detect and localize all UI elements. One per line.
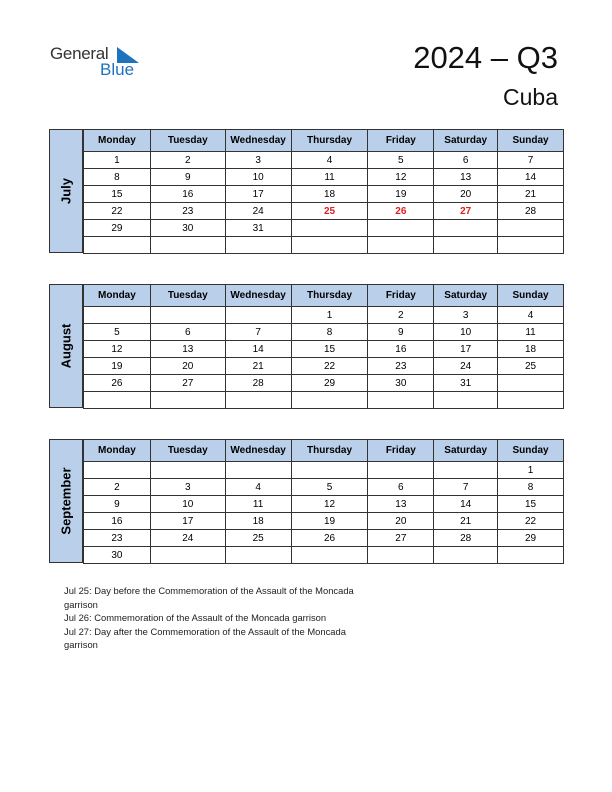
day-cell <box>150 307 225 324</box>
day-cell: 27 <box>434 203 498 220</box>
day-header: Monday <box>84 440 151 462</box>
day-cell: 19 <box>368 186 434 203</box>
day-cell <box>368 462 434 479</box>
day-cell: 21 <box>498 186 564 203</box>
month-label <box>49 284 83 408</box>
day-cell: 7 <box>225 324 291 341</box>
day-cell: 17 <box>150 513 225 530</box>
month-label <box>49 129 83 253</box>
week-row <box>84 341 564 358</box>
day-cell <box>498 375 564 392</box>
day-cell <box>498 220 564 237</box>
day-cell: 10 <box>150 496 225 513</box>
day-cell <box>225 307 291 324</box>
day-cell: 30 <box>84 547 151 564</box>
day-cell: 25 <box>498 358 564 375</box>
day-header: Wednesday <box>225 285 291 307</box>
day-cell <box>150 462 225 479</box>
day-cell: 10 <box>434 324 498 341</box>
day-cell: 21 <box>225 358 291 375</box>
month-name: July <box>58 177 74 205</box>
month-table <box>83 284 564 409</box>
day-cell: 23 <box>368 358 434 375</box>
day-cell: 23 <box>84 530 151 547</box>
week-row <box>84 358 564 375</box>
day-header: Monday <box>84 285 151 307</box>
day-header: Tuesday <box>150 130 225 152</box>
day-cell <box>434 220 498 237</box>
day-cell: 30 <box>368 375 434 392</box>
month-label <box>49 439 83 563</box>
day-cell: 18 <box>291 186 368 203</box>
day-cell <box>150 237 225 254</box>
holiday-note: Jul 27: Day after the Commemoration of the Assault of the Moncada garrison <box>64 625 346 651</box>
week-row <box>84 530 564 547</box>
day-header: Thursday <box>291 130 368 152</box>
day-cell: 31 <box>434 375 498 392</box>
day-cell: 21 <box>434 513 498 530</box>
day-cell: 27 <box>368 530 434 547</box>
day-cell <box>434 462 498 479</box>
day-cell: 12 <box>84 341 151 358</box>
day-cell: 30 <box>150 220 225 237</box>
day-cell: 4 <box>225 479 291 496</box>
month-table <box>83 129 564 254</box>
day-cell: 6 <box>368 479 434 496</box>
day-cell: 23 <box>150 203 225 220</box>
day-header: Friday <box>368 440 434 462</box>
week-row <box>84 237 564 254</box>
day-header: Tuesday <box>150 285 225 307</box>
day-cell <box>434 392 498 409</box>
week-row <box>84 307 564 324</box>
day-header: Saturday <box>434 440 498 462</box>
day-cell: 1 <box>84 152 151 169</box>
day-header: Thursday <box>291 285 368 307</box>
day-cell: 22 <box>498 513 564 530</box>
day-cell <box>225 547 291 564</box>
day-cell: 14 <box>498 169 564 186</box>
week-row <box>84 375 564 392</box>
day-header: Wednesday <box>225 130 291 152</box>
day-header: Saturday <box>434 285 498 307</box>
day-cell: 8 <box>291 324 368 341</box>
day-cell: 28 <box>434 530 498 547</box>
day-cell: 26 <box>291 530 368 547</box>
day-cell: 16 <box>150 186 225 203</box>
day-cell: 9 <box>368 324 434 341</box>
day-cell <box>498 237 564 254</box>
day-cell: 26 <box>368 203 434 220</box>
day-cell: 20 <box>150 358 225 375</box>
day-cell: 5 <box>368 152 434 169</box>
day-cell <box>84 462 151 479</box>
day-cell: 16 <box>84 513 151 530</box>
country-name: Cuba <box>503 84 558 110</box>
day-cell <box>84 237 151 254</box>
day-cell <box>368 220 434 237</box>
day-cell: 24 <box>150 530 225 547</box>
day-cell: 25 <box>225 530 291 547</box>
week-row <box>84 324 564 341</box>
day-cell: 9 <box>150 169 225 186</box>
day-cell <box>368 547 434 564</box>
day-cell: 6 <box>434 152 498 169</box>
day-cell: 26 <box>84 375 151 392</box>
week-row <box>84 547 564 564</box>
week-row <box>84 169 564 186</box>
day-cell <box>84 307 151 324</box>
day-cell: 1 <box>498 462 564 479</box>
holiday-note: Jul 25: Day before the Commemoration of the Assault of the Moncada garrison <box>64 585 354 610</box>
day-cell <box>225 237 291 254</box>
day-cell: 29 <box>498 530 564 547</box>
day-cell <box>291 220 368 237</box>
day-cell: 15 <box>84 186 151 203</box>
day-cell: 11 <box>498 324 564 341</box>
day-cell: 8 <box>84 169 151 186</box>
month-name: September <box>58 467 74 535</box>
week-row <box>84 513 564 530</box>
day-cell: 20 <box>368 513 434 530</box>
day-cell: 4 <box>498 307 564 324</box>
day-cell <box>291 237 368 254</box>
day-cell <box>291 392 368 409</box>
logo <box>50 44 150 84</box>
day-cell: 1 <box>291 307 368 324</box>
week-row <box>84 220 564 237</box>
day-cell: 2 <box>368 307 434 324</box>
day-cell: 11 <box>225 496 291 513</box>
day-cell <box>150 547 225 564</box>
day-cell: 6 <box>150 324 225 341</box>
day-header: Wednesday <box>225 440 291 462</box>
day-header: Sunday <box>498 440 564 462</box>
day-cell <box>434 237 498 254</box>
week-row <box>84 496 564 513</box>
day-cell: 5 <box>291 479 368 496</box>
day-cell: 22 <box>291 358 368 375</box>
day-cell: 3 <box>434 307 498 324</box>
day-header-row <box>84 130 564 152</box>
week-row <box>84 203 564 220</box>
holiday-notes <box>64 584 364 652</box>
day-cell: 2 <box>150 152 225 169</box>
day-cell: 15 <box>498 496 564 513</box>
day-cell: 11 <box>291 169 368 186</box>
day-cell: 31 <box>225 220 291 237</box>
day-cell: 29 <box>84 220 151 237</box>
day-header: Friday <box>368 285 434 307</box>
day-cell: 10 <box>225 169 291 186</box>
day-header-row <box>84 440 564 462</box>
day-cell <box>84 392 151 409</box>
day-cell: 29 <box>291 375 368 392</box>
day-cell: 15 <box>291 341 368 358</box>
day-cell: 13 <box>368 496 434 513</box>
day-cell: 20 <box>434 186 498 203</box>
day-header-row <box>84 285 564 307</box>
week-row <box>84 186 564 203</box>
day-cell: 3 <box>225 152 291 169</box>
day-cell: 7 <box>498 152 564 169</box>
day-header: Sunday <box>498 130 564 152</box>
day-cell: 5 <box>84 324 151 341</box>
month-name: August <box>58 323 74 369</box>
day-cell: 8 <box>498 479 564 496</box>
month-table <box>83 439 564 564</box>
week-row <box>84 392 564 409</box>
day-cell: 3 <box>150 479 225 496</box>
day-cell <box>150 392 225 409</box>
week-row <box>84 462 564 479</box>
day-cell: 7 <box>434 479 498 496</box>
day-cell: 13 <box>434 169 498 186</box>
day-cell: 2 <box>84 479 151 496</box>
day-cell: 14 <box>225 341 291 358</box>
day-cell: 12 <box>368 169 434 186</box>
page-title: 2024 – Q3 <box>413 40 558 75</box>
day-cell <box>225 462 291 479</box>
logo-text-general: General <box>50 44 109 63</box>
day-cell <box>434 547 498 564</box>
day-cell <box>291 547 368 564</box>
day-header: Sunday <box>498 285 564 307</box>
day-cell: 28 <box>225 375 291 392</box>
day-cell: 16 <box>368 341 434 358</box>
day-header: Saturday <box>434 130 498 152</box>
day-cell: 9 <box>84 496 151 513</box>
day-cell <box>498 392 564 409</box>
day-cell <box>498 547 564 564</box>
day-cell: 19 <box>291 513 368 530</box>
day-cell: 14 <box>434 496 498 513</box>
day-header: Friday <box>368 130 434 152</box>
day-cell: 4 <box>291 152 368 169</box>
day-cell <box>225 392 291 409</box>
day-cell <box>368 392 434 409</box>
day-cell: 24 <box>225 203 291 220</box>
holiday-note: Jul 26: Commemoration of the Assault of the Moncada garrison <box>64 612 327 624</box>
day-cell: 17 <box>434 341 498 358</box>
week-row <box>84 152 564 169</box>
day-cell: 28 <box>498 203 564 220</box>
day-cell: 27 <box>150 375 225 392</box>
day-cell: 22 <box>84 203 151 220</box>
day-cell: 19 <box>84 358 151 375</box>
day-cell: 13 <box>150 341 225 358</box>
day-cell: 12 <box>291 496 368 513</box>
day-cell: 18 <box>498 341 564 358</box>
day-header: Thursday <box>291 440 368 462</box>
day-cell <box>368 237 434 254</box>
day-cell: 24 <box>434 358 498 375</box>
day-cell: 25 <box>291 203 368 220</box>
day-header: Tuesday <box>150 440 225 462</box>
day-cell <box>291 462 368 479</box>
day-cell: 17 <box>225 186 291 203</box>
day-cell: 18 <box>225 513 291 530</box>
logo-text-blue: Blue <box>100 60 135 79</box>
day-header: Monday <box>84 130 151 152</box>
week-row <box>84 479 564 496</box>
